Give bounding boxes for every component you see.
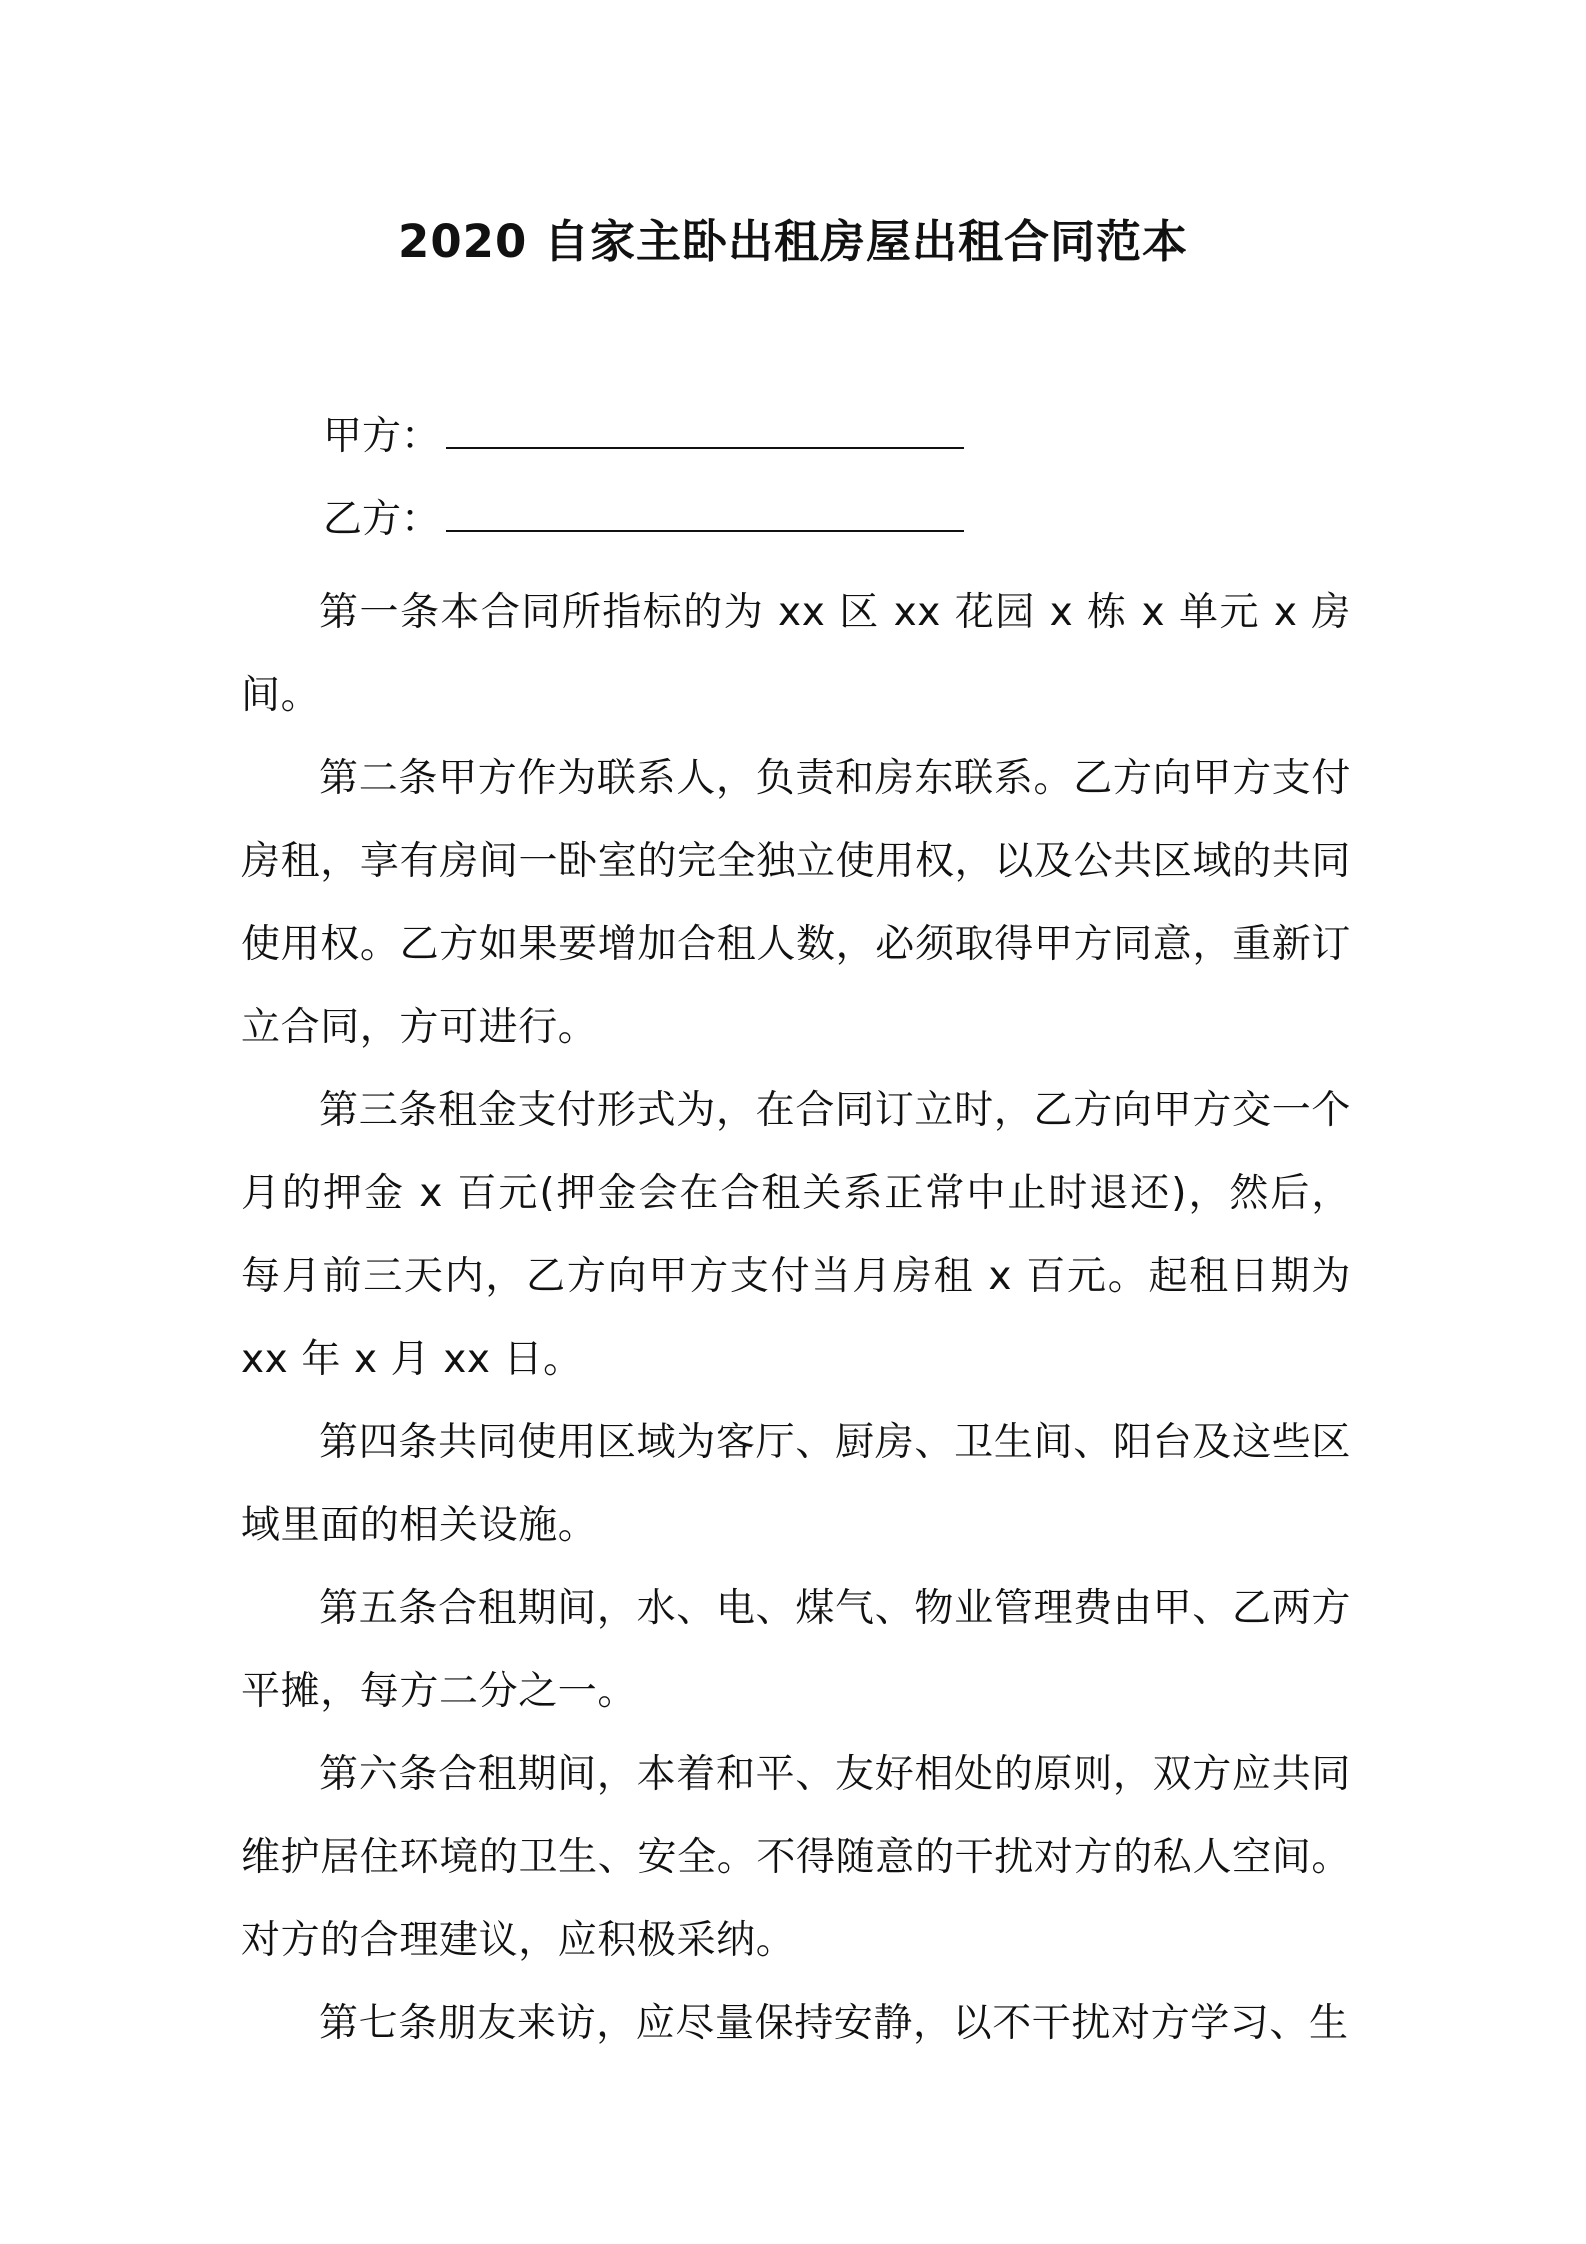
party-b-line xyxy=(323,490,964,548)
document-title: 2020 自家主卧出租房屋出租合同范本 xyxy=(398,215,1188,268)
party-a-label: 甲方： xyxy=(323,414,441,459)
party-a-line xyxy=(323,407,964,465)
party-a-blank xyxy=(446,407,964,449)
clause-5: 第五条合租期间，水、电、煤气、物业管理费由甲、乙两方平摊，每方二分之一。 xyxy=(241,1586,1351,1714)
contract-body xyxy=(241,571,1351,2065)
clause-2: 第二条甲方作为联系人，负责和房东联系。乙方向甲方支付房租，享有房间一卧室的完全独立使用权，以及公共区域的共同使用权。乙方如果要增加合租人数，必须取得甲方同意，重新订立合同，方可进行。 xyxy=(241,756,1351,1050)
clause-4: 第四条共同使用区域为客厅、厨房、卫生间、阳台及这些区域里面的相关设施。 xyxy=(241,1420,1351,1548)
clause-1: 第一条本合同所指标的为 xx 区 xx 花园 x 栋 x 单元 x 房间。 xyxy=(241,590,1351,718)
party-b-blank xyxy=(446,490,964,532)
clause-7: 第七条朋友来访，应尽量保持安静，以不干扰对方学习、生 xyxy=(319,2001,1349,2046)
clause-6: 第六条合租期间，本着和平、友好相处的原则，双方应共同维护居住环境的卫生、安全。不得随意的干扰对方的私人空间。对方的合理建议，应积极采纳。 xyxy=(241,1752,1351,1963)
clause-3: 第三条租金支付形式为，在合同订立时，乙方向甲方交一个月的押金 x 百元(押金会在合租关系正常中止时退还)，然后，每月前三天内，乙方向甲方支付当月房租 x 百元。起租日期为 xx 年 x 月 xx 日。 xyxy=(241,1088,1351,1382)
party-b-label: 乙方： xyxy=(323,497,441,542)
